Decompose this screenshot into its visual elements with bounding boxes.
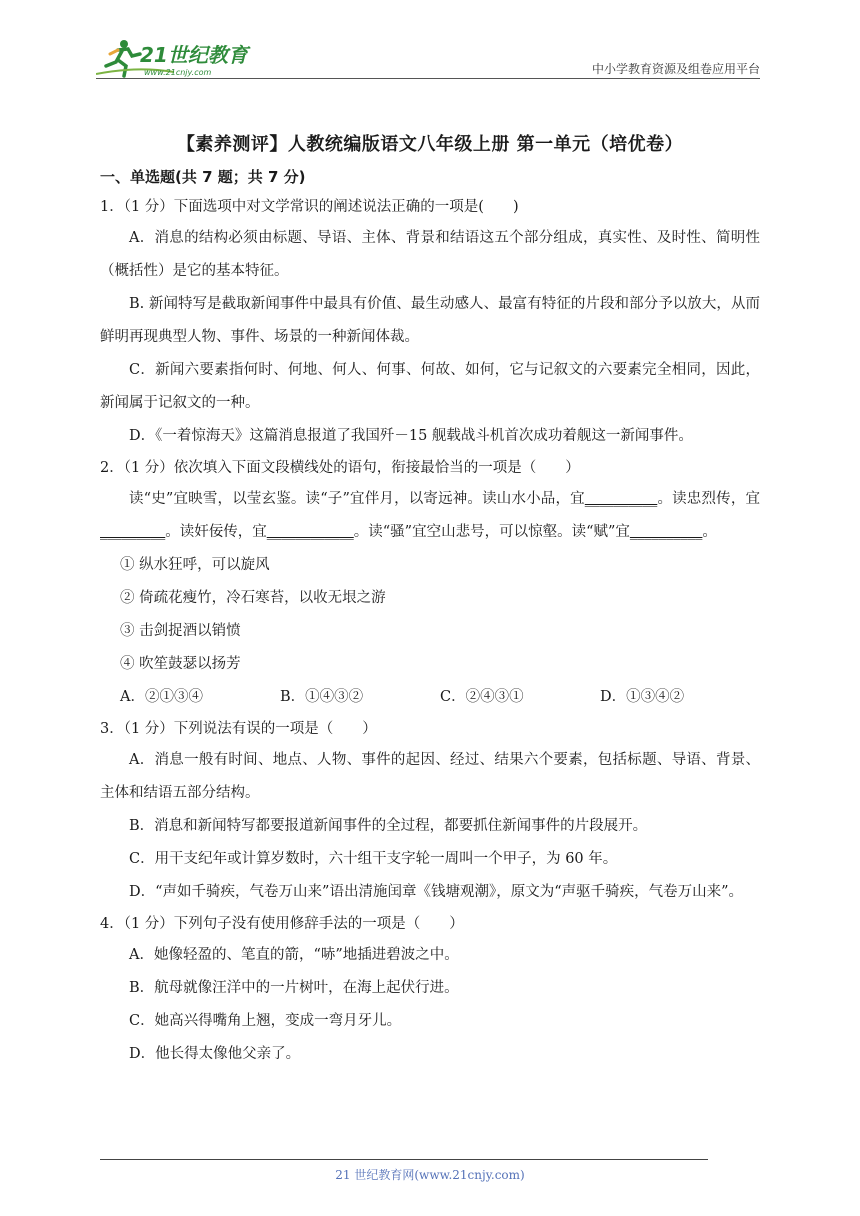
sentence-item-3: ③ 击剑捉酒以销愤 (120, 623, 241, 639)
option-c: C．她高兴得嘴角上翘，变成一弯月牙儿。 (129, 1013, 402, 1029)
logo-text: 21世纪教育 (140, 43, 248, 67)
page-header (96, 30, 760, 78)
section-heading: 一、单选题(共 7 题；共 7 分) (100, 168, 306, 186)
choice-d: D．①③④② (600, 689, 685, 705)
blank-2: _________ (100, 524, 166, 540)
sentence-item-4: ④ 吹笙鼓瑟以扬芳 (120, 656, 241, 672)
header-divider (96, 78, 760, 79)
choice-a: A．②①③④ (120, 689, 203, 705)
passage (100, 483, 760, 549)
option-b: B．消息和新闻特写都要报道新闻事件的全过程，都要抓住新闻事件的片段展开。 (129, 818, 648, 834)
option-d: D．“声如千骑疾，气卷万山来”语出清施闰章《钱塘观潮》，原文为“声驱千骑疾，气卷万山来”。 (129, 884, 744, 900)
blank-4: __________ (629, 524, 703, 540)
answer-choices (100, 681, 760, 714)
question-stem: 1．（1 分）下面选项中对文学常识的阐述说法正确的一项是( ) (100, 199, 519, 215)
logo-url: www.21cnjy.com (144, 68, 212, 77)
questions (100, 192, 760, 1071)
blank-3: ____________ (266, 524, 354, 540)
option-a: A．消息一般有时间、地点、人物、事件的起因、经过、结果六个要素，包括标题、导语、背景、主体和结语五部分结构。 (100, 752, 760, 801)
passage-text: 。读忠烈传，宜 (657, 491, 760, 507)
option-c: C．新闻六要素指何时、何地、何人、何事、何故、如何，它与记叙文的六要素完全相同，因此，新闻属于记叙文的一种。 (100, 362, 760, 411)
question-stem: 3．（1 分）下列说法有误的一项是（ ） (100, 721, 377, 737)
option-b: B. 新闻特写是截取新闻事件中最具有价值、最生动感人、最富有特征的片段和部分予以放大，从而鲜明再现典型人物、事件、场景的一种新闻体裁。 (100, 296, 760, 345)
option-b: B．航母就像汪洋中的一片树叶，在海上起伏行进。 (129, 980, 459, 996)
question-1 (100, 192, 760, 453)
sentence-item-1: ① 纵水狂呼，可以旋风 (120, 557, 270, 573)
footer-divider (100, 1159, 708, 1160)
question-stem: 2．（1 分）依次填入下面文段横线处的语句，衔接最恰当的一项是（ ） (100, 460, 580, 476)
passage-text: 。读奸佞传，宜 (165, 524, 267, 540)
option-d: D．《一着惊海天》这篇消息报道了我国歼－15 舰载战斗机首次成功着舰这一新闻事件。 (129, 428, 693, 444)
question-stem: 4．（1 分）下列句子没有使用修辞手法的一项是（ ） (100, 916, 464, 932)
blank-1: __________ (584, 491, 658, 507)
question-4 (100, 909, 760, 1071)
option-a: A．她像轻盈的、笔直的箭，“哧”地插进碧波之中。 (129, 947, 459, 963)
passage-text: 读“史”宜映雪，以莹玄鉴。读“子”宜伴月，以寄远神。读山水小品，宜 (129, 491, 585, 507)
runner-logo-icon (96, 36, 266, 80)
site-logo[interactable] (96, 36, 266, 80)
option-d: D．他长得太像他父亲了。 (129, 1046, 301, 1062)
passage-text: 。读“骚”宜空山悲号，可以惊壑。读“赋”宜 (353, 524, 630, 540)
document-title: 【素养测评】人教统编版语文八年级上册 第一单元（培优卷） (176, 134, 684, 155)
footer-link[interactable]: 21 世纪教育网(www.21cnjy.com) (335, 1168, 525, 1182)
platform-name: 中小学教育资源及组卷应用平台 (591, 62, 760, 76)
choice-c: C．②④③① (440, 689, 524, 705)
question-2 (100, 453, 760, 714)
choice-b: B．①④③② (280, 689, 364, 705)
passage-text: 。 (702, 524, 717, 540)
sentence-item-2: ② 倚疏花瘦竹，冷石寒苔，以收无垠之游 (120, 590, 386, 606)
option-c: C．用干支纪年或计算岁数时，六十组干支字轮一周叫一个甲子，为 60 年。 (129, 851, 618, 867)
option-a: A．消息的结构必须由标题、导语、主体、背景和结语这五个部分组成，真实性、及时性、简明性（概括性）是它的基本特征。 (100, 230, 760, 279)
question-3 (100, 714, 760, 909)
